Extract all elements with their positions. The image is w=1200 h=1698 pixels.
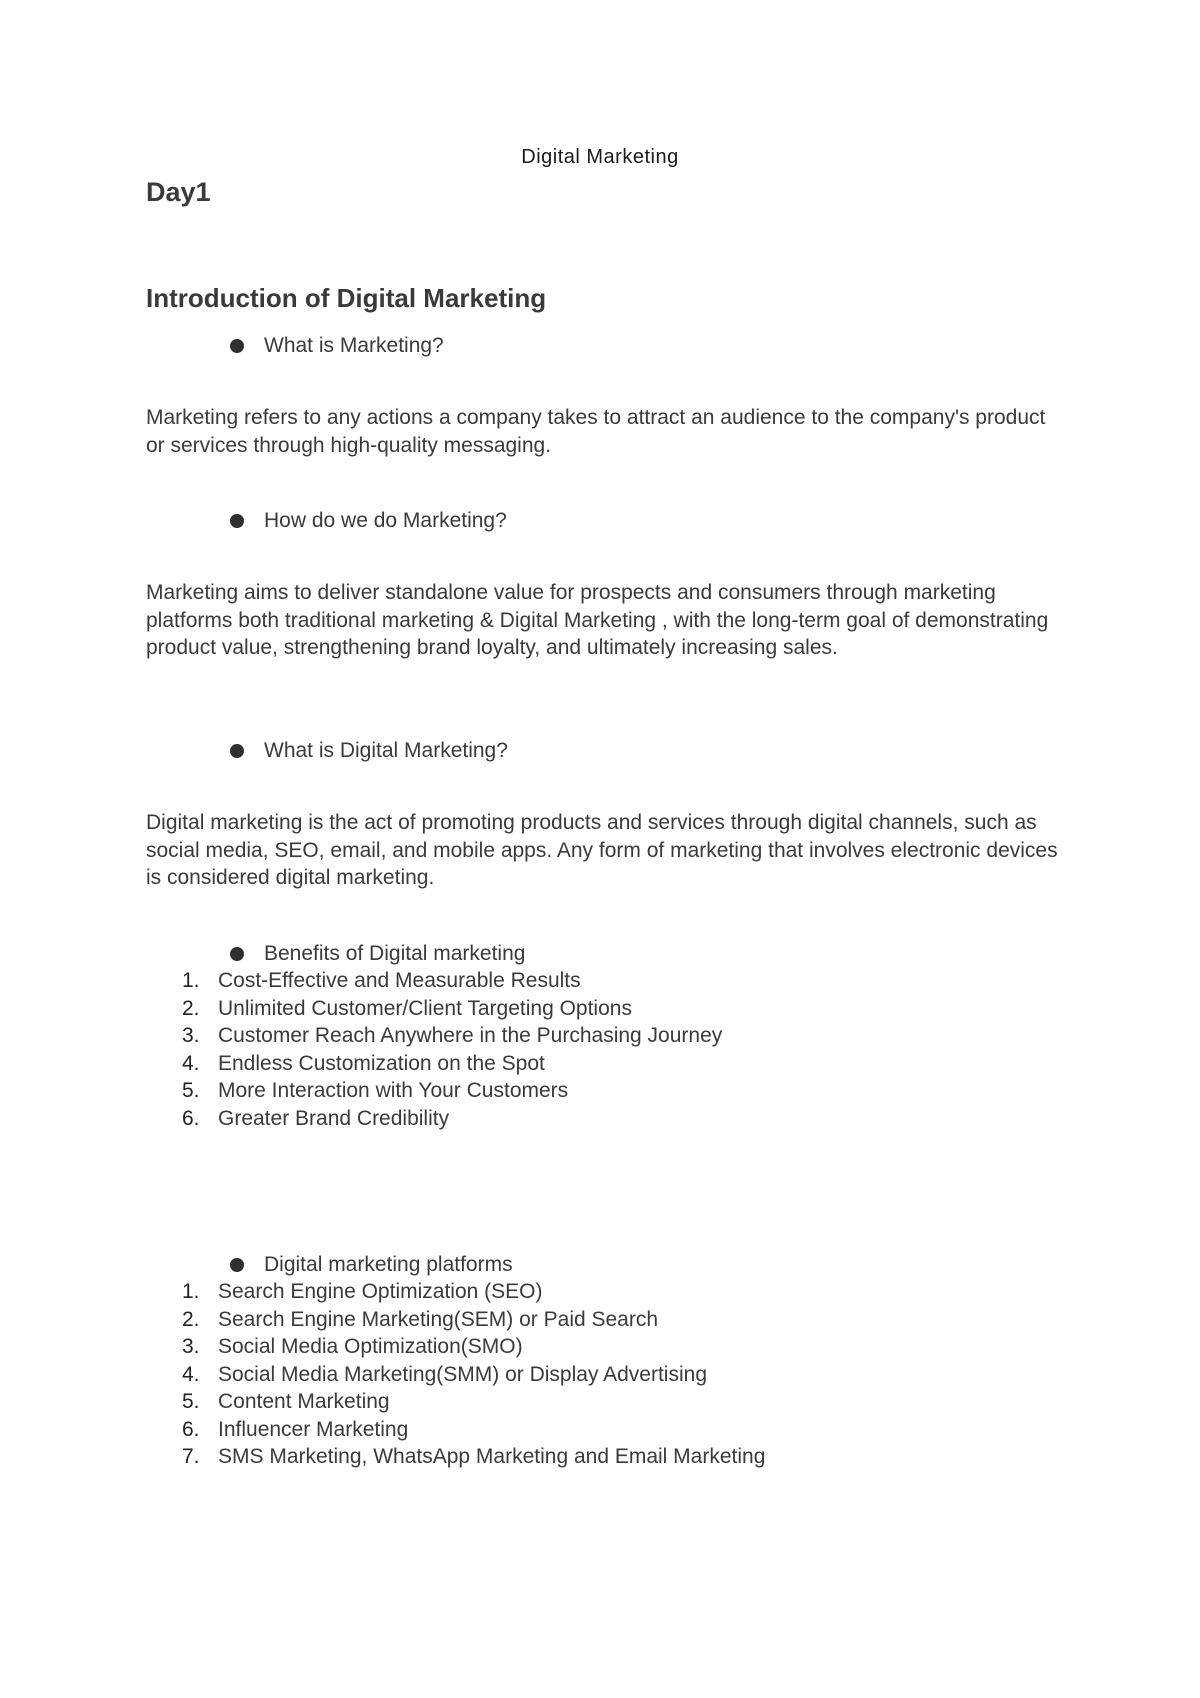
list-number: 1. [182, 1280, 200, 1303]
list-item [182, 1333, 765, 1361]
list-item [182, 1105, 722, 1133]
list-item-text: Social Media Marketing(SMM) or Display Advertising [218, 1362, 707, 1386]
list-item-text: Greater Brand Credibility [218, 1106, 450, 1130]
day-label: Day1 [146, 177, 211, 207]
list-number: 4. [182, 1051, 200, 1075]
list-item-text: Search Engine Marketing(SEM) or Paid Search [218, 1307, 659, 1331]
bullet-what-is-marketing [230, 332, 444, 360]
document-body [146, 172, 1066, 1468]
list-number: 7. [182, 1445, 200, 1468]
list-item [182, 1077, 722, 1105]
list-item [182, 967, 722, 995]
bullet-digital-marketing-platforms [230, 1251, 513, 1279]
list-number: 2. [182, 996, 200, 1020]
list-item [182, 1050, 722, 1078]
list-item-text: Content Marketing [218, 1390, 390, 1413]
bullet-dot-icon [230, 1258, 244, 1272]
list-number: 3. [182, 1335, 200, 1358]
bullet-text: Digital marketing platforms [264, 1253, 513, 1276]
list-item [182, 995, 722, 1023]
section-heading: Introduction of Digital Marketing [146, 283, 547, 313]
list-number: 5. [182, 1390, 200, 1413]
list-number: 4. [182, 1362, 200, 1386]
paragraph-marketing-aims: Marketing aims to deliver standalone value for prospects and consumers through marketing platforms both traditional marketing & Digital Marketing , with the long-term goal of demonstrating product value, strengthening brand loyalty, and ultimately increasing sales. [146, 581, 1049, 659]
list-number: 1. [182, 969, 200, 992]
bullet-text: How do we do Marketing? [264, 509, 507, 532]
list-item-text: Unlimited Customer/Client Targeting Options [218, 996, 632, 1020]
bullet-benefits-of-digital-marketing [230, 940, 525, 968]
list-item [182, 1361, 765, 1389]
list-number: 3. [182, 1024, 200, 1047]
list-item [182, 1416, 765, 1444]
benefits-list [182, 967, 722, 1132]
paragraph-digital-marketing-definition: Digital marketing is the act of promoting products and services through digital channels, such as social media, SEO, email, and mobile apps. Any form of marketing that involves electronic devices is considered digital marketing. [146, 811, 1058, 889]
list-item-text: More Interaction with Your Customers [218, 1079, 569, 1102]
list-item-text: Search Engine Optimization (SEO) [218, 1280, 543, 1303]
list-number: 5. [182, 1079, 200, 1102]
list-number: 2. [182, 1307, 200, 1331]
list-item-text: Endless Customization on the Spot [218, 1051, 545, 1075]
list-item [182, 1388, 765, 1416]
list-item-text: Influencer Marketing [218, 1417, 409, 1441]
list-item [182, 1443, 765, 1471]
list-item-text: Customer Reach Anywhere in the Purchasing Journey [218, 1024, 723, 1047]
list-item-text: Cost-Effective and Measurable Results [218, 969, 581, 992]
document-header-title: Digital Marketing [521, 146, 679, 168]
bullet-text: What is Digital Marketing? [264, 739, 508, 762]
bullet-dot-icon [230, 339, 244, 353]
bullet-dot-icon [230, 514, 244, 528]
bullet-dot-icon [230, 744, 244, 758]
bullet-what-is-digital-marketing [230, 737, 508, 765]
list-item-text: SMS Marketing, WhatsApp Marketing and Email Marketing [218, 1445, 766, 1468]
list-item-text: Social Media Optimization(SMO) [218, 1335, 523, 1358]
list-number: 6. [182, 1106, 200, 1130]
bullet-dot-icon [230, 947, 244, 961]
list-item [182, 1022, 722, 1050]
list-number: 6. [182, 1417, 200, 1441]
bullet-how-do-we-do-marketing [230, 507, 507, 535]
platforms-list [182, 1278, 765, 1471]
list-item [182, 1278, 765, 1306]
bullet-text: Benefits of Digital marketing [264, 942, 526, 965]
paragraph-marketing-definition: Marketing refers to any actions a company takes to attract an audience to the company's product or services through high-quality messaging. [146, 406, 1046, 457]
list-item [182, 1306, 765, 1334]
bullet-text: What is Marketing? [264, 334, 444, 357]
